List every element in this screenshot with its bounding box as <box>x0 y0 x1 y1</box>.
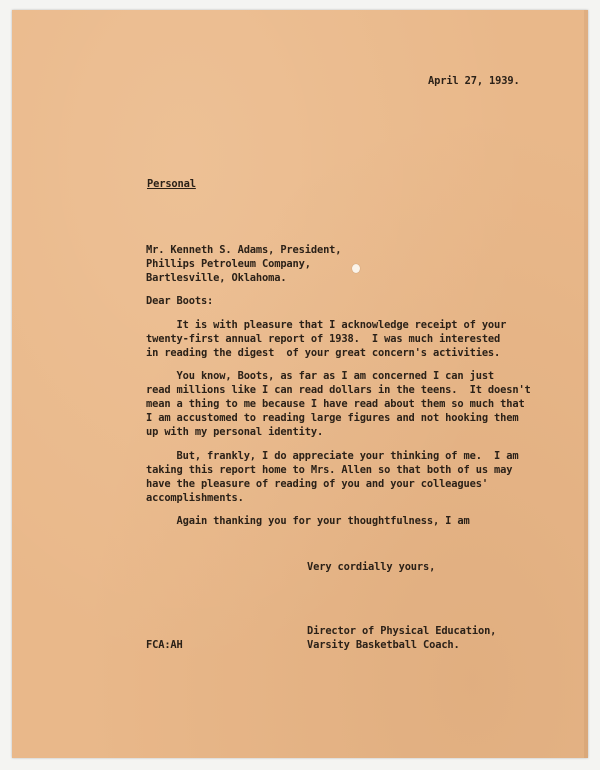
letter-date: April 27, 1939. <box>428 75 520 87</box>
typist-initials: FCA:AH <box>146 639 183 651</box>
paragraph-4: Again thanking you for your thoughtfulness, I am <box>146 515 470 527</box>
paragraph-3-line: have the pleasure of reading of you and your colleagues' <box>146 478 488 490</box>
paragraph-2-line: mean a thing to me because I have read about them so much that <box>146 398 525 410</box>
paragraph-3-line: accomplishments. <box>146 492 244 504</box>
address-line-1: Mr. Kenneth S. Adams, President, <box>146 244 342 256</box>
salutation: Dear Boots: <box>146 295 214 307</box>
paragraph-1-line: twenty-first annual report of 1938. I was much interested <box>146 333 501 345</box>
personal-marking: Personal <box>147 178 196 190</box>
paragraph-2-line: I am accustomed to reading large figures and not hooking them <box>146 412 519 424</box>
signature-title-line-2: Varsity Basketball Coach. <box>307 639 460 651</box>
punch-hole <box>352 264 360 273</box>
paragraph-2-line: You know, Boots, as far as I am concerned I can just <box>146 370 495 382</box>
paragraph-1-line: in reading the digest of your great concern's activities. <box>146 347 501 359</box>
closing: Very cordially yours, <box>307 561 436 573</box>
paper-edge-shadow <box>584 10 588 758</box>
letter-page <box>12 10 588 758</box>
signature-title-line-1: Director of Physical Education, <box>307 625 497 637</box>
paragraph-3-line: taking this report home to Mrs. Allen so that both of us may <box>146 464 513 476</box>
paragraph-3-line: But, frankly, I do appreciate your thinking of me. I am <box>146 450 519 462</box>
address-line-3: Bartlesville, Oklahoma. <box>146 272 287 284</box>
address-line-2: Phillips Petroleum Company, <box>146 258 311 270</box>
paragraph-2-line: read millions like I can read dollars in the teens. It doesn't <box>146 384 531 396</box>
paragraph-1-line: It is with pleasure that I acknowledge receipt of your <box>146 319 507 331</box>
paragraph-2-line: up with my personal identity. <box>146 426 324 438</box>
